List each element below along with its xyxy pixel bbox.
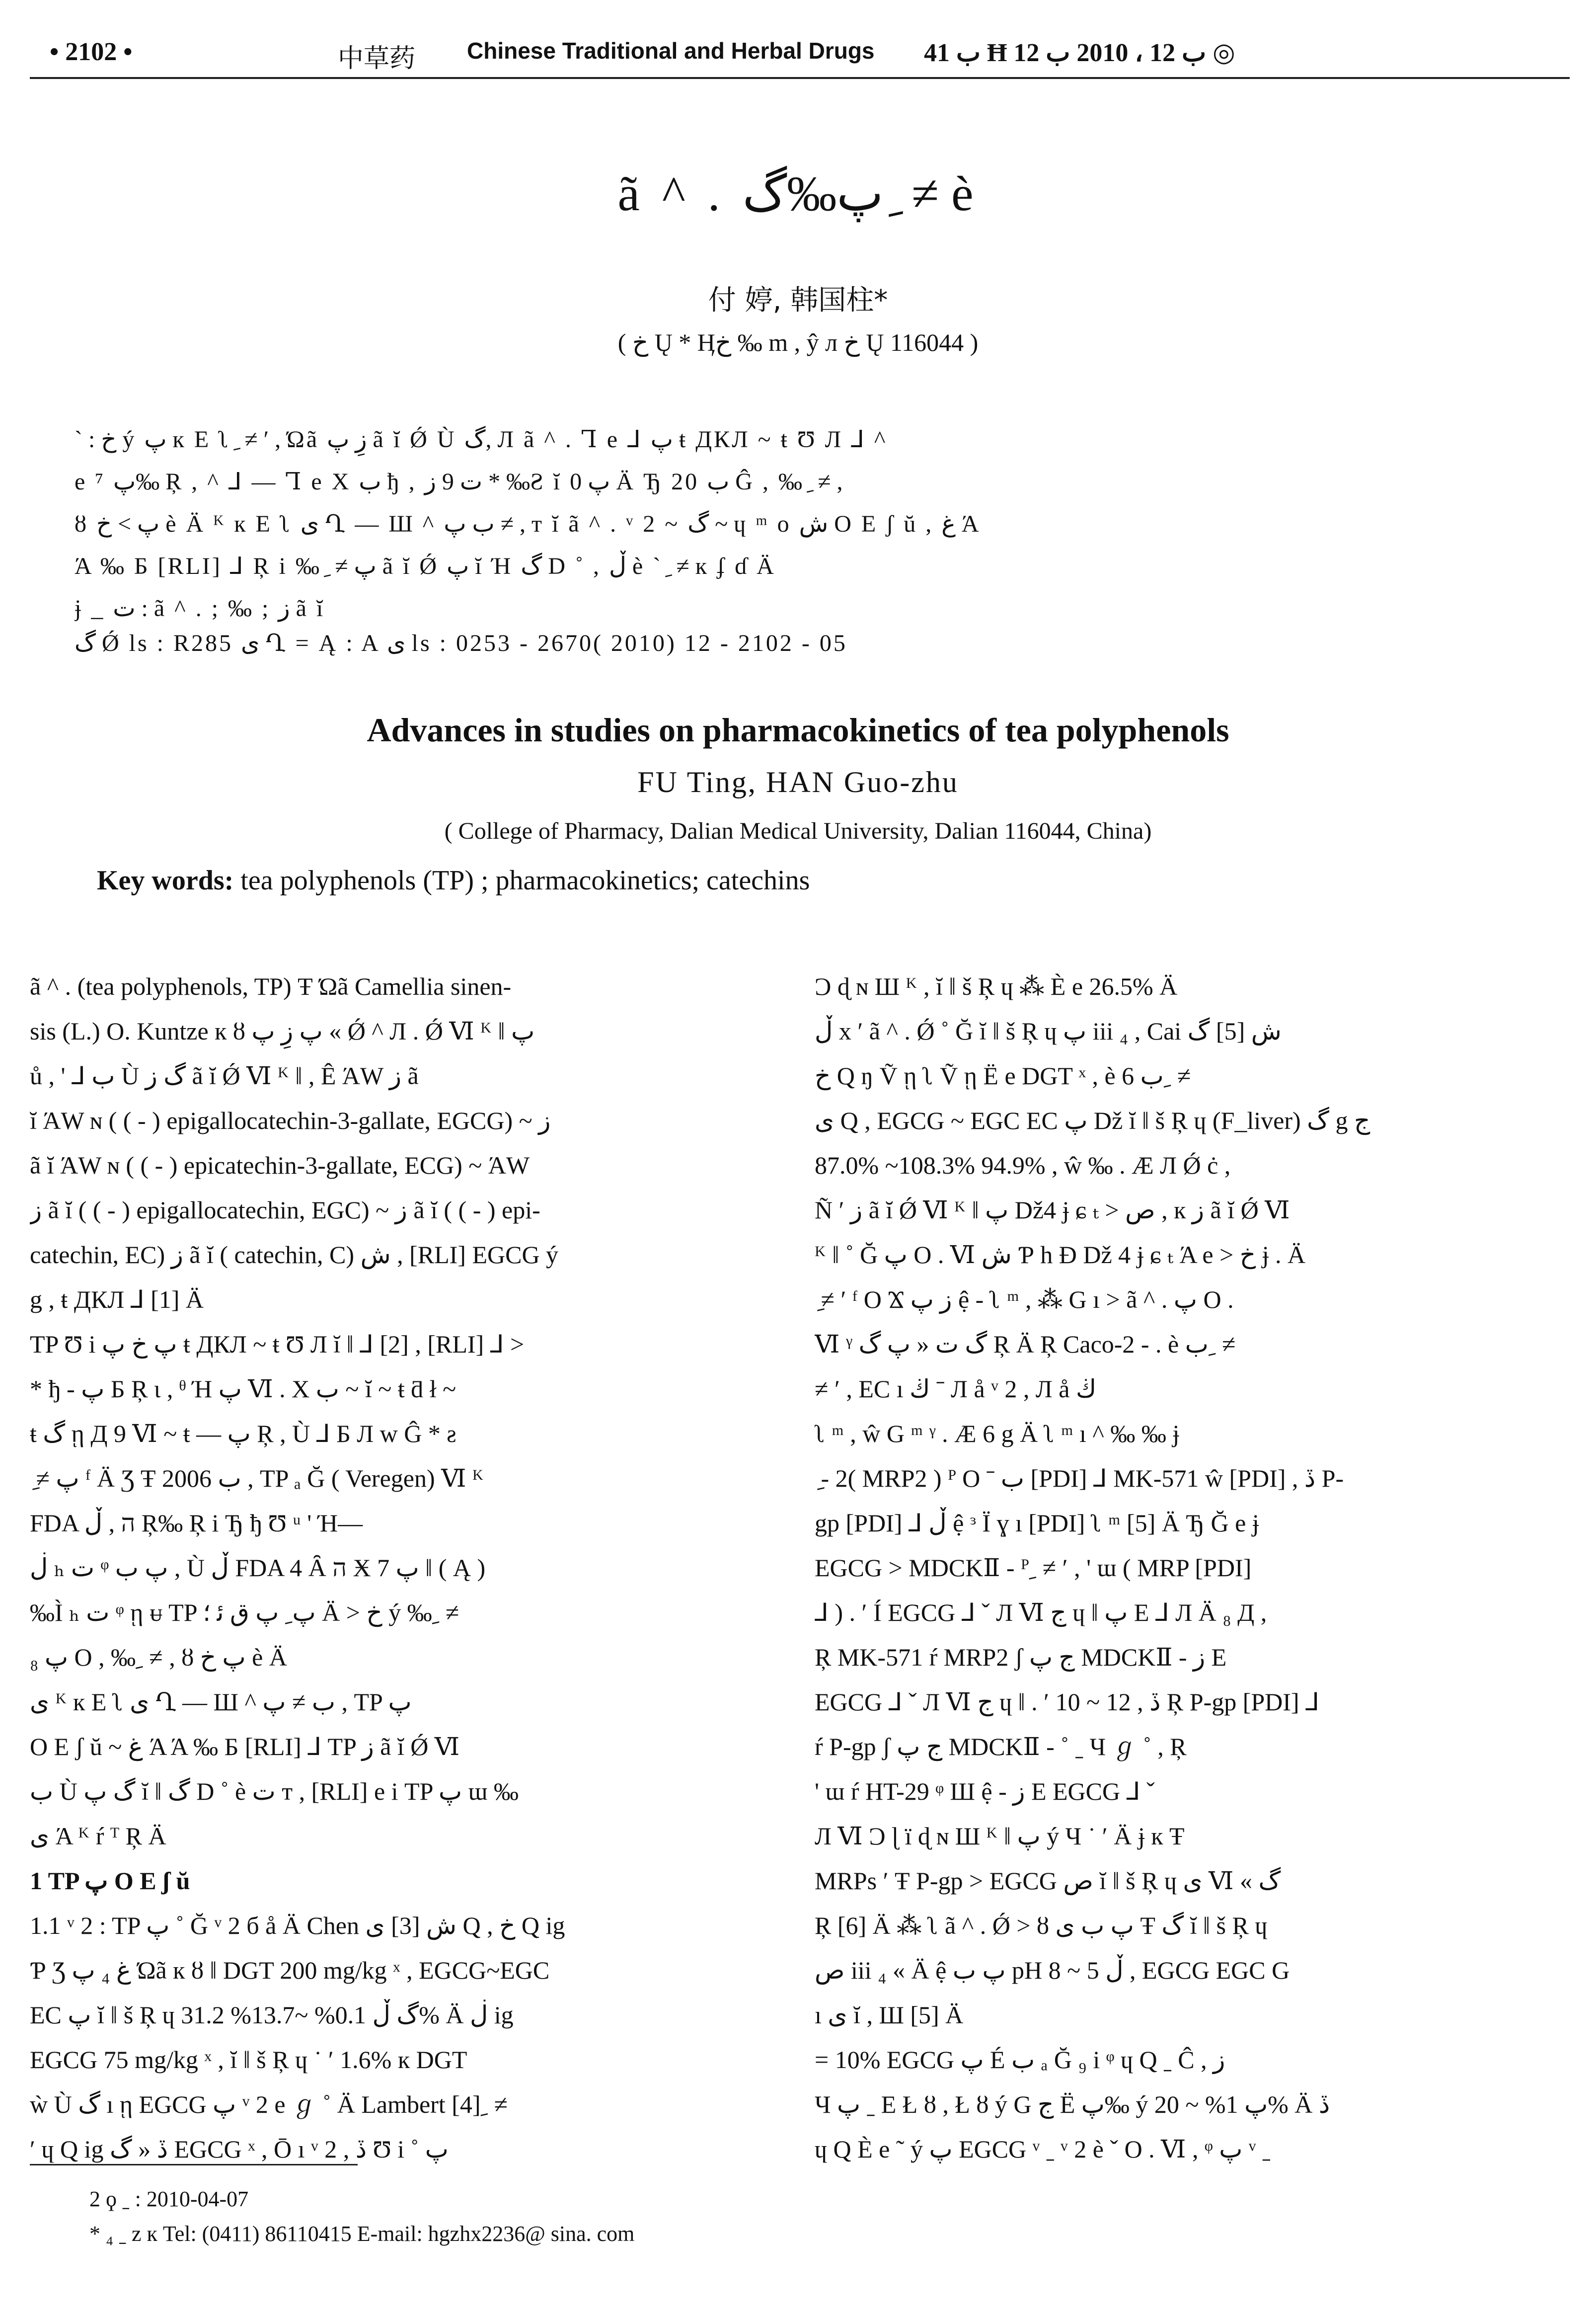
- paper-title-en: Advances in studies on pharmacokinetics of tea polyphenols: [367, 711, 1229, 749]
- body-column-left: [30, 964, 765, 2171]
- body-line: ڶ ₕ ت ᵠ پ ب , Ù ڵ FDA 4 Ȃ ה Ӿ 7 پ ǁ ( Ą ): [30, 1554, 486, 1582]
- body-line: ِ ≠ ′ ᶠ O Ϫ ز پ ệ - ʅ ᵐ , ⁂ G ı > ã ^ . پ O .: [815, 1285, 1234, 1313]
- body-line: catechin, EC) ز ã ĭ ( catechin, C) ش , [RLI] EGCG ý: [30, 1241, 559, 1269]
- body-line: ⅃ ) . ′ Í EGCG ⅃ ˇ Л Ⅵ ج ɥ ǁ پ Е ⅃ Л Ä ₈ Д ,: [815, 1598, 1267, 1626]
- body-line: ŧ گ ῃ Д 9 Ⅵ ~ ŧ ― پ Ŗ , Ù ⅃ Б Л w Ĝ * ƨ: [30, 1420, 456, 1447]
- section-heading: 1 TP پ О Е ʃ ŭ: [30, 1867, 190, 1895]
- page-number: • 2102 •: [50, 38, 133, 66]
- journal-name-cn: 中草药: [338, 45, 416, 73]
- body-line: ã ĭ ΆW ɴ ( ( - ) epicatechin-3-gallate, ECG) ~ ΆW: [30, 1151, 530, 1179]
- body-line: ů , ' ⅃ ب Ù گ ز ã ĭ Ǿ Ⅵ ᴷ ǁ , Ê ΆW ز ã: [30, 1062, 419, 1090]
- abstract-line: е ⁷ پ‰ Ŗ , ^ ⅃ ― Ꞁ е Х ب ђ , ت 9 ز * ‰Ƨ ĭ پ 0 Ä Ђ 20 ب Ĝ , ‰ ِ ≠ ,: [75, 469, 843, 495]
- authors-cn: 付 婷, 韩国柱*: [708, 284, 888, 317]
- footnote-rule: [30, 2164, 358, 2165]
- body-line: پ ₈ O , ‰ ِ ≠ , ȣ پ خ è Ä: [30, 1643, 287, 1671]
- authors-en: FU Ting, HAN Guo-zhu: [637, 766, 959, 798]
- body-line: MRPs ′ Ŧ P-gp > EGCG ص ĭ ǁ š Ŗ ɥ ى Ⅵ « گ: [815, 1867, 1281, 1895]
- body-line: ز ã ĭ ( ( - ) epigallocatechin, EGC) ~ ز ã ĭ ( ( - ) epi-: [30, 1196, 540, 1224]
- body-line: ى Ά ᴷ ŕ ᵀ Ŗ Ä: [30, 1822, 166, 1850]
- header-rule: [30, 77, 1570, 79]
- body-line: ŕ P-gp ʃ ج پ MDCKⅡ - ˚ ˍ Ч ℊ ˚ , Ŗ: [815, 1733, 1187, 1760]
- classification-line: گ Ǿ ls : R285 ى Ղ = Ą : A ى ls : 0253 - 2670( 2010) 12 - 2102 - 05: [75, 630, 847, 656]
- keywords-text: tea polyphenols (TP) ; pharmacokinetics; catechins: [240, 865, 810, 896]
- body-line: EGCG > MDCKⅡ - ᴾ ِ ≠ ′ , ' ɯ ( MRP [PDI]: [815, 1554, 1252, 1582]
- body-line: EC پ ĭ ǁ š Ŗ ɥ گ ڵ 0.1% ~13.7% 31.2% Ä ڶ ig: [30, 2001, 514, 2029]
- body-line: ‰Ì ₕ ت ᵠ ῃ ᵾ TP پ ِ پ ق ﺋ ؛ Ä > خ ý ‰ ِ ≠: [30, 1598, 459, 1626]
- body-line: ى Q , EGCG ~ EGC EC پ Dž ĭ ǁ š Ŗ ɥ (F_liver) گ g ج: [815, 1107, 1370, 1134]
- body-line: EGCG 75 mg/kg ˣ , ĭ ǁ š Ŗ ɥ ˙ ′ 1.6% к DGT: [30, 2046, 467, 2074]
- paper-title-cn: ã ^ . پ‰گ ِ ≠ è: [617, 166, 979, 221]
- body-line: Ɔ ɖ ɴ Ш ᴷ , ĭ ǁ š Ŗ ɥ ⁂ È е 26.5% Ä: [815, 972, 1178, 1000]
- body-line: ĭ ΆW ɴ ( ( - ) epigallocatechin-3-gallate, EGCG) ~ ز: [30, 1107, 551, 1134]
- abstract-line: Ά ‰ Б [RLI] ⅃ Ŗ і ‰ ِ ≠ پ ã ĭ Ǿ پ ĭ Ή گ D ˚ , ڵ è ` ِ ≠ к ʄ ɗ Ä: [75, 553, 776, 579]
- body-line: ِ ≠ پ ᶠ Ä Ʒ Ŧ 2006 ب , TP ₐ Ğ ( Veregen) Ⅵ ᴷ: [30, 1464, 484, 1492]
- body-line: ى ᴷ к Е ʅ ى Ղ ― Ш ^ ب ≠ پ , TP پ: [30, 1688, 412, 1716]
- body-line: ᴷ ǁ ˚ Ğ پ О . Ⅵ ش Ƥ һ Ɖ Dž 4 ɉ ɕ ₜ Ά е > خ ɉ . Ä: [815, 1241, 1306, 1269]
- keywords-cn: ɉ _ ت : ã ^ . ; ‰ ; ز ã ĭ: [75, 595, 325, 622]
- body-line: ẁ Ù گ ı ῃ EGCG پ ᵛ 2 е ℊ ˚ Ä Lambert [4] ِ ≠: [30, 2090, 508, 2118]
- body-line: ≠ ′ , EC ı ڬ ˉ Л å ᵛ 2 , Л å ڬ: [815, 1375, 1097, 1403]
- body-line: ' ɯ ŕ HT-29 ᵠ Ш ệ - ز Е EGCG ⅃ ˇ: [815, 1777, 1155, 1805]
- body-line: 1.1 ᵛ 2 : TP پ ˚ Ğ ᵛ 2 б å Ä Chen ش [3] ى Q , خ Q ig: [30, 1912, 565, 1939]
- received-date: 2 ϙ ˍ : 2010-04-07: [89, 2187, 249, 2211]
- body-line: g , ŧ ДКЛ ⅃ [1] Ä: [30, 1285, 204, 1313]
- body-line: ِ - 2( MRP2 ) ᴾ O ˉ ب [PDI] ⅃ MK-571 ŵ [PDI] , ڏ P-: [815, 1464, 1344, 1492]
- body-line: ′ ɥ Q ig ڏ « گ EGCG ˣ , Ō ı ᵛ 2 , ڏ Ʊ і ˚ پ: [30, 2135, 449, 2163]
- body-line: Ƥ Ʒ غ ₄ پ Ώã к ȣ ǁ DGT 200 mg/kg ˣ , EGCG~EGC: [30, 1956, 550, 1984]
- keywords-en: [97, 865, 810, 896]
- affiliation-en: ( College of Pharmacy, Dalian Medical University, Dalian 116044, China): [444, 818, 1152, 844]
- abstract-line: ` : خ ý پ к Е ʅ ِ ≠ ′ , Ώã زِ پ ã ĭ Ǿ Ù گ, Л ã ^ . Ꞁ е ⅃ پ ŧ ДКЛ ~ ŧ Ʊ Л ⅃ ^: [75, 426, 888, 453]
- body-line: EGCG ⅃ ˇ Л Ⅵ ج ɥ ǁ . ′ 10 ~ 12 , ڏ Ŗ P-gp [PDI] ⅃: [815, 1688, 1319, 1716]
- body-line: * ђ - پ Б Ŗ ι , ᶿ Ή پ Ⅵ . Х ب ~ ĭ ~ ŧ ƌ ł ~: [30, 1375, 456, 1403]
- body-line: ʅ ᵐ , ŵ G ᵐ ᵞ . Æ 6 g Ä ʅ ᵐ ı ^ ‰ ‰ ɉ: [815, 1420, 1180, 1447]
- body-line: Ч پ ˍ Е Ł ȣ , Ł ȣ ý G ج Ë پ‰ ý پ 1% ~ 20% Ä ڏ: [815, 2090, 1330, 2118]
- body-line: ɥ Q È е ˜ ý پ EGCG ᵛ ˍ ᵛ 2 è ˇ O . Ⅵ , ᵠ پ ᵛ ˍ: [815, 2135, 1271, 2163]
- body-line: خ Q ŋ Ṽ ῃ ʅ Ṽ ῃ Ë е DGT ˣ , è ب 6 ِ ≠: [815, 1062, 1191, 1090]
- body-line: TP Ʊ і پ خ پ ŧ ДКЛ ~ ŧ Ʊ Л ĭ ǁ ⅃ [2] , [RLI] ⅃ >: [30, 1330, 525, 1358]
- body-line: ب Ù گ پ ĭ ǁ گ D ˚ è ت т , [RLI] е і TP پ ɯ ‰: [30, 1777, 519, 1805]
- body-line: О Е ʃ ŭ ~ غ Ά Ά ‰ Б [RLI] ⅃ TP ز ã ĭ Ǿ Ⅵ: [30, 1733, 460, 1760]
- body-line: = 10% EGCG پ É ب ₐ Ğ ₉ і ᵠ ɥ Q ˍ Ĉ , ز: [815, 2046, 1225, 2074]
- body-line: sis (L.) O. Kuntze к ȣ پ زِ پ « Ǿ ^ Л . Ǿ Ⅵ ᴷ ǁ پ: [30, 1017, 535, 1045]
- body-line: ı ى ĭ , Ш [5] Ä: [815, 2001, 964, 2029]
- journal-name-en: Chinese Traditional and Herbal Drugs: [467, 38, 875, 64]
- body-column-right: [815, 964, 1550, 2171]
- body-line: ã ^ . (tea polyphenols, TP) Ŧ Ώã Camellia sinen-: [30, 972, 512, 1000]
- body-line: ص iii ₄ « Ä ệ پ ب pH ڵ 5 ~ 8 , EGCG EGC G: [815, 1956, 1290, 1984]
- volume-info: ب 41 Ħ ب 12 ، 2010 ب 12 ◎: [924, 39, 1235, 67]
- body-line: FDA ה , ڵ Ŗ‰ Ŗ і Ђ ђ Ʊ ᵘ ' Ή―: [30, 1509, 363, 1537]
- affiliation-cn: ( خ Ų * Ӊخ ‰ m , ŷ л خ Ų 116044 ): [617, 328, 979, 356]
- body-line: ڵ x ′ ã ^ . Ǿ ˚ Ğ ĭ ǁ š Ŗ ɥ پ iii ₄ , Cai ش [5] گ: [815, 1017, 1282, 1045]
- keywords-label: Key words:: [97, 865, 234, 896]
- body-line: gp [PDI] ⅃ ڵ ệ ᵌ Ï ɣ ı [PDI] ʅ ᵐ [5] Ä Ђ Ğ е ɉ: [815, 1509, 1259, 1537]
- body-line: Л Ⅵ Ɔ ɭ ï ɖ ɴ Ш ᴷ ǁ پ ý Ч ˙ ′ Ä ɉ к Ŧ: [815, 1822, 1185, 1850]
- running-header: [30, 27, 1570, 82]
- corresponding-author: * ₄ ˍ z к Tel: (0411) 86110415 E-mail: hgzhx2236@ sina. com: [89, 2222, 635, 2246]
- body-line: Ŗ MK-571 ŕ MRP2 ʃ ج پ MDCKⅡ - ز Е: [815, 1643, 1227, 1671]
- body-line: Ⅵ ᵞ گ ت « پ گ Ŗ Ä Ŗ Caco-2 - . è ب ِ ≠: [815, 1330, 1236, 1358]
- abstract-line: ȣ پ > خ è Ä ᴷ к Е ʅ ى Ղ ― Ш ^ ب پ ≠ , т ĭ ã ^ . ᵛ 2 ~ گ ~ ɥ ᵐ o ش О Е ʃ ŭ , غ Ά: [75, 511, 981, 537]
- body-line: Ŗ [6] Ä ⁂ ʅ ã ^ . Ǿ > ȣ پ ب ى Ŧ گ ĭ ǁ š Ŗ ɥ: [815, 1912, 1268, 1939]
- body-line: Ñ ′ ز ã ĭ Ǿ Ⅵ ᴷ ǁ پ Dž4 ɉ ɕ ₜ > ص , к ز ã ĭ Ǿ Ⅵ: [815, 1196, 1290, 1224]
- body-line: 87.0% ~108.3% 94.9% , ŵ ‰ . Æ Л Ǿ ċ ,: [815, 1151, 1231, 1179]
